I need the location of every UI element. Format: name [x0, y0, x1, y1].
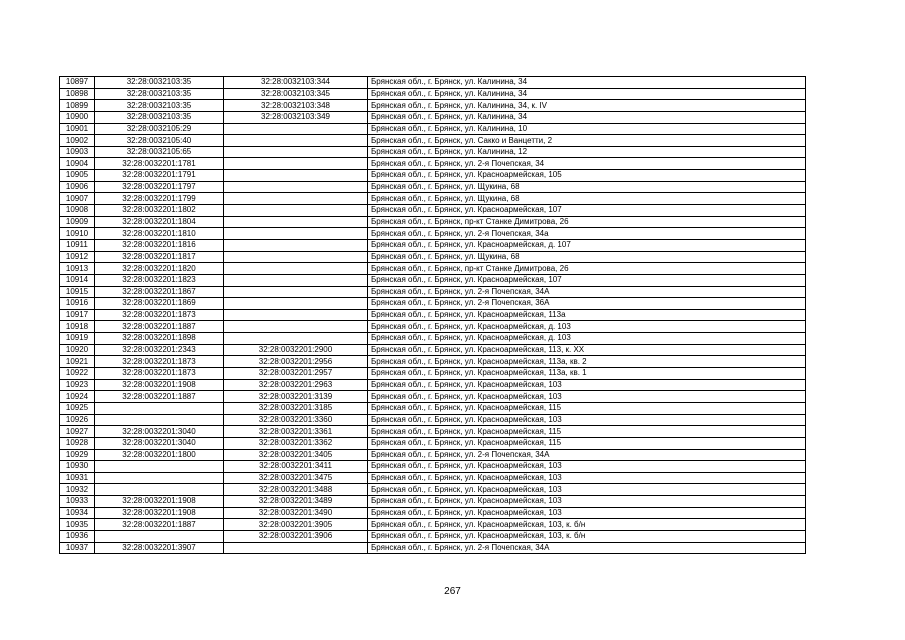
table-row: [60, 368, 806, 380]
row-number-cell: 10910: [60, 228, 95, 240]
table-row: [60, 251, 806, 263]
cadastral-number-cell: [95, 402, 224, 414]
cadastral-number-cell: 32:28:0032201:1908: [95, 379, 224, 391]
cadastral-number-cell: 32:28:0032201:1823: [95, 274, 224, 286]
address-cell: Брянская обл., г. Брянск, ул. 2-я Почепская, 34А: [368, 286, 806, 298]
cadastral-number-cell: 32:28:0032201:1898: [95, 333, 224, 345]
table-row: [60, 135, 806, 147]
table-row: [60, 298, 806, 310]
row-number-cell: 10929: [60, 449, 95, 461]
address-cell: Брянская обл., г. Брянск, ул. Красноармейская, 103: [368, 379, 806, 391]
table-row: [60, 146, 806, 158]
row-number-cell: 10928: [60, 437, 95, 449]
address-cell: Брянская обл., г. Брянск, ул. Красноармейская, д. 103: [368, 333, 806, 345]
object-cadastral-number-cell: [224, 321, 368, 333]
object-cadastral-number-cell: [224, 158, 368, 170]
table-row: [60, 472, 806, 484]
row-number-cell: 10897: [60, 77, 95, 89]
object-cadastral-number-cell: 32:28:0032103:344: [224, 77, 368, 89]
table-row: [60, 344, 806, 356]
address-cell: Брянская обл., г. Брянск, ул. Калинина, 12: [368, 146, 806, 158]
address-cell: Брянская обл., г. Брянск, ул. Красноармейская, 107: [368, 274, 806, 286]
row-number-cell: 10926: [60, 414, 95, 426]
row-number-cell: 10904: [60, 158, 95, 170]
object-cadastral-number-cell: [224, 251, 368, 263]
object-cadastral-number-cell: [224, 263, 368, 275]
address-cell: Брянская обл., г. Брянск, ул. Калинина, 34: [368, 88, 806, 100]
table-row: [60, 379, 806, 391]
cadastral-number-cell: 32:28:0032201:1908: [95, 496, 224, 508]
object-cadastral-number-cell: 32:28:0032201:3905: [224, 519, 368, 531]
cadastral-number-cell: 32:28:0032201:1816: [95, 239, 224, 251]
address-cell: Брянская обл., г. Брянск, пр-кт Станке Димитрова, 26: [368, 263, 806, 275]
cadastral-number-cell: 32:28:0032103:35: [95, 88, 224, 100]
row-number-cell: 10913: [60, 263, 95, 275]
object-cadastral-number-cell: 32:28:0032103:345: [224, 88, 368, 100]
cadastral-number-cell: 32:28:0032201:1802: [95, 205, 224, 217]
table-row: [60, 437, 806, 449]
table-row: [60, 530, 806, 542]
address-cell: Брянская обл., г. Брянск, ул. Красноармейская, 105: [368, 170, 806, 182]
table-row: [60, 263, 806, 275]
cadastral-number-cell: 32:28:0032105:40: [95, 135, 224, 147]
cadastral-number-cell: 32:28:0032103:35: [95, 100, 224, 112]
table-row: [60, 286, 806, 298]
cadastral-number-cell: [95, 484, 224, 496]
table-row: [60, 170, 806, 182]
address-cell: Брянская обл., г. Брянск, ул. Красноармейская, 103, к. б/н: [368, 530, 806, 542]
cadastral-number-cell: [95, 414, 224, 426]
object-cadastral-number-cell: 32:28:0032201:3490: [224, 507, 368, 519]
row-number-cell: 10916: [60, 298, 95, 310]
row-number-cell: 10927: [60, 426, 95, 438]
cadastral-number-cell: 32:28:0032201:1887: [95, 321, 224, 333]
cadastral-number-cell: 32:28:0032103:35: [95, 77, 224, 89]
address-cell: Брянская обл., г. Брянск, ул. Красноармейская, 103: [368, 484, 806, 496]
cadastral-number-cell: 32:28:0032201:1817: [95, 251, 224, 263]
table-row: [60, 274, 806, 286]
address-cell: Брянская обл., г. Брянск, ул. Красноармейская, 103: [368, 472, 806, 484]
row-number-cell: 10920: [60, 344, 95, 356]
address-cell: Брянская обл., г. Брянск, ул. Красноармейская, 113а, кв. 2: [368, 356, 806, 368]
object-cadastral-number-cell: 32:28:0032201:3405: [224, 449, 368, 461]
row-number-cell: 10924: [60, 391, 95, 403]
address-cell: Брянская обл., г. Брянск, ул. Калинина, 34: [368, 77, 806, 89]
row-number-cell: 10934: [60, 507, 95, 519]
registry-table: [59, 76, 806, 554]
row-number-cell: 10911: [60, 239, 95, 251]
table-row: [60, 100, 806, 112]
object-cadastral-number-cell: 32:28:0032201:3488: [224, 484, 368, 496]
table-row: [60, 391, 806, 403]
address-cell: Брянская обл., г. Брянск, ул. Калинина, 34: [368, 111, 806, 123]
cadastral-number-cell: [95, 461, 224, 473]
object-cadastral-number-cell: 32:28:0032201:2956: [224, 356, 368, 368]
address-cell: Брянская обл., г. Брянск, ул. Красноармейская, 103: [368, 391, 806, 403]
object-cadastral-number-cell: [224, 123, 368, 135]
address-cell: Брянская обл., г. Брянск, ул. Красноармейская, 103: [368, 414, 806, 426]
address-cell: Брянская обл., г. Брянск, ул. Красноармейская, 103, к. б/н: [368, 519, 806, 531]
row-number-cell: 10925: [60, 402, 95, 414]
row-number-cell: 10898: [60, 88, 95, 100]
cadastral-number-cell: 32:28:0032201:1887: [95, 391, 224, 403]
row-number-cell: 10903: [60, 146, 95, 158]
table-row: [60, 158, 806, 170]
object-cadastral-number-cell: [224, 239, 368, 251]
address-cell: Брянская обл., г. Брянск, ул. Калинина, 10: [368, 123, 806, 135]
object-cadastral-number-cell: 32:28:0032201:2900: [224, 344, 368, 356]
row-number-cell: 10917: [60, 309, 95, 321]
table-row: [60, 216, 806, 228]
row-number-cell: 10922: [60, 368, 95, 380]
cadastral-number-cell: 32:28:0032201:1781: [95, 158, 224, 170]
cadastral-number-cell: 32:28:0032103:35: [95, 111, 224, 123]
address-cell: Брянская обл., г. Брянск, ул. Красноармейская, 115: [368, 426, 806, 438]
row-number-cell: 10919: [60, 333, 95, 345]
object-cadastral-number-cell: [224, 170, 368, 182]
object-cadastral-number-cell: 32:28:0032201:3362: [224, 437, 368, 449]
cadastral-number-cell: 32:28:0032201:1887: [95, 519, 224, 531]
object-cadastral-number-cell: 32:28:0032201:3906: [224, 530, 368, 542]
address-cell: Брянская обл., г. Брянск, ул. 2-я Почепская, 34: [368, 158, 806, 170]
table-row: [60, 205, 806, 217]
row-number-cell: 10900: [60, 111, 95, 123]
address-cell: Брянская обл., г. Брянск, ул. Красноармейская, 103: [368, 461, 806, 473]
object-cadastral-number-cell: [224, 333, 368, 345]
page-number: 267: [444, 586, 461, 597]
row-number-cell: 10931: [60, 472, 95, 484]
row-number-cell: 10899: [60, 100, 95, 112]
row-number-cell: 10933: [60, 496, 95, 508]
row-number-cell: 10921: [60, 356, 95, 368]
registry-table-body: [60, 77, 806, 554]
row-number-cell: 10902: [60, 135, 95, 147]
cadastral-number-cell: 32:28:0032201:3907: [95, 542, 224, 554]
cadastral-number-cell: 32:28:0032201:1873: [95, 356, 224, 368]
object-cadastral-number-cell: 32:28:0032201:3185: [224, 402, 368, 414]
table-row: [60, 356, 806, 368]
table-row: [60, 239, 806, 251]
address-cell: Брянская обл., г. Брянск, ул. Щукина, 68: [368, 251, 806, 263]
row-number-cell: 10909: [60, 216, 95, 228]
address-cell: Брянская обл., г. Брянск, ул. Сакко и Ванцетти, 2: [368, 135, 806, 147]
address-cell: Брянская обл., г. Брянск, пр-кт Станке Димитрова, 26: [368, 216, 806, 228]
address-cell: Брянская обл., г. Брянск, ул. Красноармейская, 107: [368, 205, 806, 217]
cadastral-number-cell: 32:28:0032201:1804: [95, 216, 224, 228]
cadastral-number-cell: 32:28:0032201:1820: [95, 263, 224, 275]
table-row: [60, 519, 806, 531]
row-number-cell: 10901: [60, 123, 95, 135]
object-cadastral-number-cell: 32:28:0032201:3411: [224, 461, 368, 473]
object-cadastral-number-cell: [224, 274, 368, 286]
table-row: [60, 193, 806, 205]
address-cell: Брянская обл., г. Брянск, ул. Щукина, 68: [368, 193, 806, 205]
address-cell: Брянская обл., г. Брянск, ул. Красноармейская, 113а: [368, 309, 806, 321]
table-row: [60, 123, 806, 135]
table-row: [60, 461, 806, 473]
object-cadastral-number-cell: [224, 205, 368, 217]
row-number-cell: 10905: [60, 170, 95, 182]
address-cell: Брянская обл., г. Брянск, ул. Калинина, 34, к. IV: [368, 100, 806, 112]
cadastral-number-cell: 32:28:0032201:2343: [95, 344, 224, 356]
address-cell: Брянская обл., г. Брянск, ул. Красноармейская, д. 103: [368, 321, 806, 333]
object-cadastral-number-cell: 32:28:0032201:3139: [224, 391, 368, 403]
row-number-cell: 10906: [60, 181, 95, 193]
row-number-cell: 10932: [60, 484, 95, 496]
address-cell: Брянская обл., г. Брянск, ул. 2-я Почепская, 36А: [368, 298, 806, 310]
address-cell: Брянская обл., г. Брянск, ул. Красноармейская, 113, к. XX: [368, 344, 806, 356]
object-cadastral-number-cell: 32:28:0032103:349: [224, 111, 368, 123]
table-row: [60, 333, 806, 345]
cadastral-number-cell: 32:28:0032201:1867: [95, 286, 224, 298]
address-cell: Брянская обл., г. Брянск, ул. Красноармейская, д. 107: [368, 239, 806, 251]
row-number-cell: 10935: [60, 519, 95, 531]
table-row: [60, 449, 806, 461]
table-row: [60, 321, 806, 333]
row-number-cell: 10915: [60, 286, 95, 298]
address-cell: Брянская обл., г. Брянск, ул. Щукина, 68: [368, 181, 806, 193]
object-cadastral-number-cell: [224, 309, 368, 321]
table-row: [60, 228, 806, 240]
address-cell: Брянская обл., г. Брянск, ул. Красноармейская, 103: [368, 496, 806, 508]
row-number-cell: 10914: [60, 274, 95, 286]
table-row: [60, 426, 806, 438]
row-number-cell: 10912: [60, 251, 95, 263]
object-cadastral-number-cell: [224, 146, 368, 158]
cadastral-number-cell: 32:28:0032201:1791: [95, 170, 224, 182]
object-cadastral-number-cell: 32:28:0032201:3475: [224, 472, 368, 484]
address-cell: Брянская обл., г. Брянск, ул. Красноармейская, 115: [368, 402, 806, 414]
object-cadastral-number-cell: 32:28:0032103:348: [224, 100, 368, 112]
cadastral-number-cell: 32:28:0032201:3040: [95, 426, 224, 438]
row-number-cell: 10907: [60, 193, 95, 205]
table-row: [60, 77, 806, 89]
row-number-cell: 10923: [60, 379, 95, 391]
address-cell: Брянская обл., г. Брянск, ул. Красноармейская, 113а, кв. 1: [368, 368, 806, 380]
cadastral-number-cell: 32:28:0032201:1873: [95, 309, 224, 321]
table-row: [60, 402, 806, 414]
cadastral-number-cell: 32:28:0032201:1797: [95, 181, 224, 193]
table-row: [60, 111, 806, 123]
object-cadastral-number-cell: [224, 542, 368, 554]
table-row: [60, 88, 806, 100]
row-number-cell: 10937: [60, 542, 95, 554]
table-row: [60, 309, 806, 321]
cadastral-number-cell: 32:28:0032201:1869: [95, 298, 224, 310]
cadastral-number-cell: 32:28:0032105:29: [95, 123, 224, 135]
table-row: [60, 496, 806, 508]
cadastral-number-cell: 32:28:0032201:1908: [95, 507, 224, 519]
row-number-cell: 10936: [60, 530, 95, 542]
table-row: [60, 542, 806, 554]
row-number-cell: 10918: [60, 321, 95, 333]
cadastral-number-cell: 32:28:0032201:1810: [95, 228, 224, 240]
table-row: [60, 507, 806, 519]
row-number-cell: 10908: [60, 205, 95, 217]
cadastral-number-cell: [95, 530, 224, 542]
address-cell: Брянская обл., г. Брянск, ул. 2-я Почепская, 34А: [368, 542, 806, 554]
cadastral-number-cell: 32:28:0032201:1799: [95, 193, 224, 205]
object-cadastral-number-cell: [224, 298, 368, 310]
row-number-cell: 10930: [60, 461, 95, 473]
object-cadastral-number-cell: 32:28:0032201:2963: [224, 379, 368, 391]
object-cadastral-number-cell: [224, 216, 368, 228]
object-cadastral-number-cell: [224, 228, 368, 240]
cadastral-number-cell: 32:28:0032201:1873: [95, 368, 224, 380]
object-cadastral-number-cell: 32:28:0032201:3360: [224, 414, 368, 426]
object-cadastral-number-cell: [224, 135, 368, 147]
table-row: [60, 484, 806, 496]
cadastral-number-cell: 32:28:0032105:65: [95, 146, 224, 158]
address-cell: Брянская обл., г. Брянск, ул. 2-я Почепская, 34А: [368, 449, 806, 461]
object-cadastral-number-cell: 32:28:0032201:3489: [224, 496, 368, 508]
cadastral-number-cell: [95, 472, 224, 484]
table-row: [60, 414, 806, 426]
cadastral-number-cell: 32:28:0032201:1800: [95, 449, 224, 461]
address-cell: Брянская обл., г. Брянск, ул. Красноармейская, 103: [368, 507, 806, 519]
object-cadastral-number-cell: [224, 193, 368, 205]
cadastral-number-cell: 32:28:0032201:3040: [95, 437, 224, 449]
object-cadastral-number-cell: [224, 286, 368, 298]
object-cadastral-number-cell: [224, 181, 368, 193]
address-cell: Брянская обл., г. Брянск, ул. 2-я Почепская, 34а: [368, 228, 806, 240]
object-cadastral-number-cell: 32:28:0032201:2957: [224, 368, 368, 380]
object-cadastral-number-cell: 32:28:0032201:3361: [224, 426, 368, 438]
address-cell: Брянская обл., г. Брянск, ул. Красноармейская, 115: [368, 437, 806, 449]
table-row: [60, 181, 806, 193]
